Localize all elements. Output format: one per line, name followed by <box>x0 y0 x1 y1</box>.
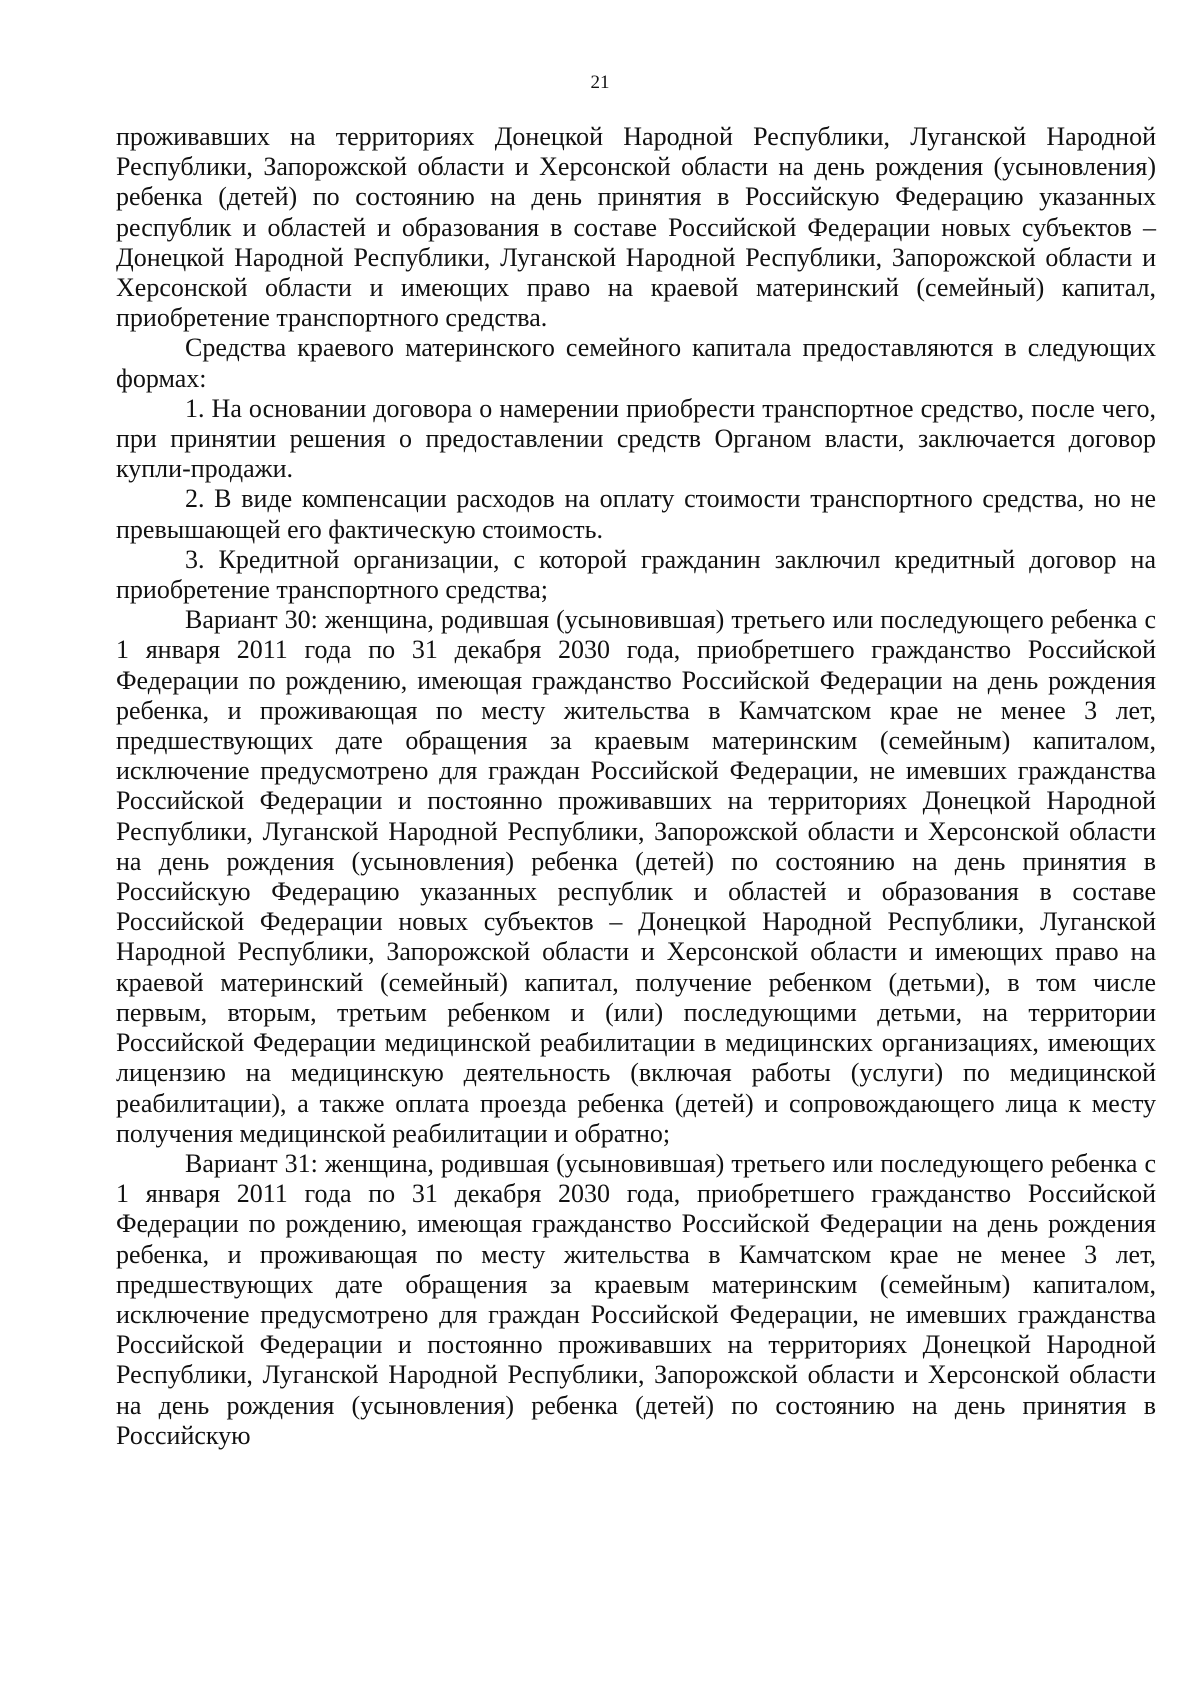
document-body <box>116 122 1156 1451</box>
paragraph-continuation: проживавших на территориях Донецкой Народной Республики, Луганской Народной Республики, Запорожской области и Херсонской области на день рождения (усыновления) ребенка (детей) по состоянию на день принятия в Российскую Федерацию указанных республик и областей и образования в составе Российской Федерации новых субъектов – Донецкой Народной Республики, Луганской Народной Республики, Запорожской области и Херсонской области и имеющих право на краевой материнский (семейный) капитал, приобретение транспортного средства. <box>116 122 1156 333</box>
paragraph-variant-31: Вариант 31: женщина, родившая (усыновившая) третьего или последующего ребенка с 1 января 2011 года по 31 декабря 2030 года, приобретшего гражданство Российской Федерации по рождению, имеющая гражданство Российской Федерации на день рождения ребенка, и проживающая по месту жительства в Камчатском крае не менее 3 лет, предшествующих дате обращения за краевым материнским (семейным) капиталом, исключение предусмотрено для граждан Российской Федерации, не имевших гражданства Российской Федерации и постоянно проживавших на территориях Донецкой Народной Республики, Луганской Народной Республики, Запорожской области и Херсонской области на день рождения (усыновления) ребенка (детей) по состоянию на день принятия в Российскую <box>116 1148 1156 1450</box>
paragraph-form-2: 2. В виде компенсации расходов на оплату стоимости транспортного средства, но не превышающей его фактическую стоимость. <box>116 484 1156 544</box>
paragraph-form-3: 3. Кредитной организации, с которой гражданин заключил кредитный договор на приобретение транспортного средства; <box>116 544 1156 605</box>
paragraph-form-1: 1. На основании договора о намерении приобрести транспортное средство, после чего, при принятии решения о предоставлении средств Органом власти, заключается договор купли-продажи. <box>116 393 1156 484</box>
paragraph-forms-intro: Средства краевого материнского семейного капитала предоставляются в следующих формах: <box>116 333 1156 393</box>
page-number: 21 <box>590 72 610 93</box>
paragraph-variant-30: Вариант 30: женщина, родившая (усыновившая) третьего или последующего ребенка с 1 января 2011 года по 31 декабря 2030 года, приобретшего гражданство Российской Федерации по рождению, имеющая гражданство Российской Федерации на день рождения ребенка, и проживающая по месту жительства в Камчатском крае не менее 3 лет, предшествующих дате обращения за краевым материнским (семейным) капиталом, исключение предусмотрено для граждан Российской Федерации, не имевших гражданства Российской Федерации и постоянно проживавших на территориях Донецкой Народной Республики, Луганской Народной Республики, Запорожской области и Херсонской области на день рождения (усыновления) ребенка (детей) по состоянию на день принятия в Российскую Федерацию указанных республик и областей и образования в составе Российской Федерации новых субъектов – Донецкой Народной Республики, Луганской Народной Республики, Запорожской области и Херсонской области и имеющих право на краевой материнский (семейный) капитал, получение ребенком (детьми), в том числе первым, вторым, третьим ребенком и (или) последующими детьми, на территории Российской Федерации медицинской реабилитации в медицинских организациях, имеющих лицензию на медицинскую деятельность (включая работы (услуги) по медицинской реабилитации), а также оплата проезда ребенка (детей) и сопровождающего лица к месту получения медицинской реабилитации и обратно; <box>116 605 1156 1148</box>
